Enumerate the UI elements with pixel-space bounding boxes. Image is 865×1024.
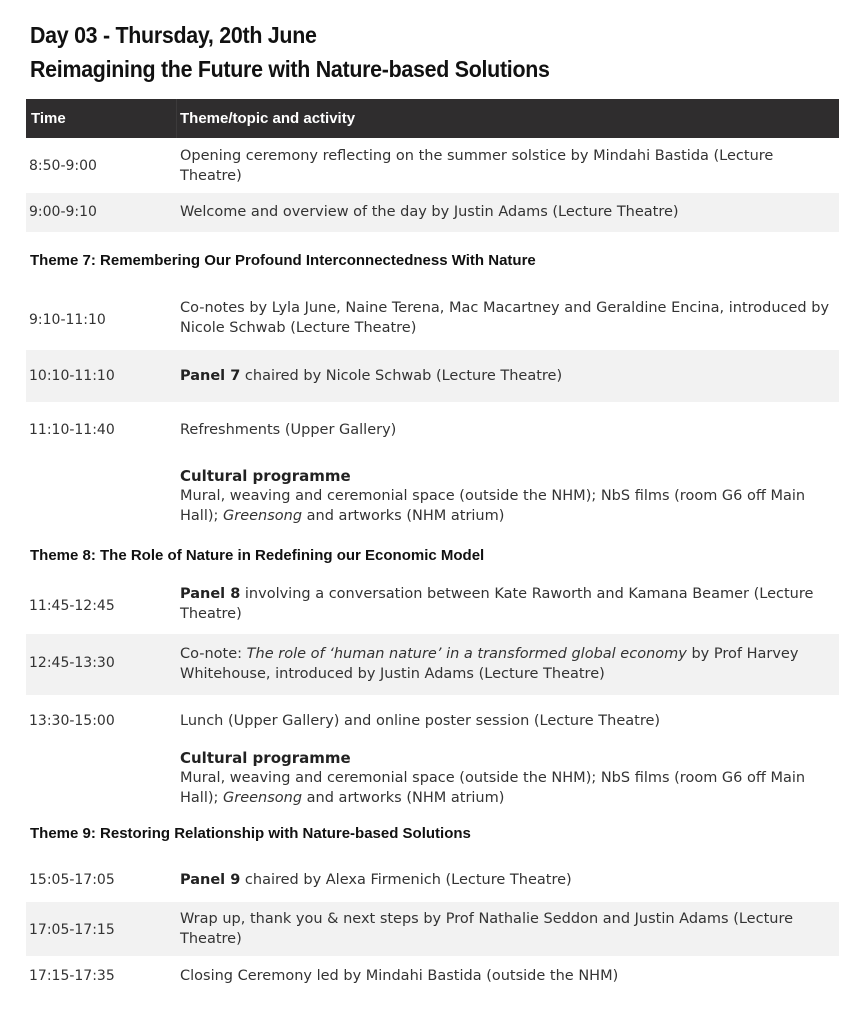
row-activity bbox=[180, 366, 830, 386]
panel-label: Panel 9 bbox=[180, 872, 241, 888]
row-time: 9:10-11:10 bbox=[29, 312, 106, 328]
table-row bbox=[26, 138, 839, 193]
table-header bbox=[26, 99, 839, 138]
theme-heading: Theme 9: Restoring Relationship with Nature-based Solutions bbox=[30, 825, 471, 842]
row-time: 8:50-9:00 bbox=[29, 158, 97, 174]
panel-label: Panel 8 bbox=[180, 586, 241, 602]
row-activity: Refreshments (Upper Gallery) bbox=[180, 422, 397, 438]
cultural-programme-text bbox=[180, 768, 830, 808]
page-title-theme: Reimagining the Future with Nature-based Solutions bbox=[30, 56, 550, 82]
table-row bbox=[26, 956, 839, 996]
table-row bbox=[26, 402, 839, 452]
table-row bbox=[26, 578, 839, 634]
row-time: 11:45-12:45 bbox=[29, 598, 115, 614]
row-activity: Welcome and overview of the day by Justin Adams (Lecture Theatre) bbox=[180, 204, 679, 220]
table-row bbox=[26, 695, 839, 740]
cultural-programme bbox=[180, 466, 830, 526]
cultural-programme-text bbox=[180, 486, 830, 526]
row-time: 10:10-11:10 bbox=[29, 368, 115, 384]
row-activity-text: chaired by Alexa Firmenich (Lecture Theatre) bbox=[240, 872, 572, 888]
cultural-programme-heading: Cultural programme bbox=[180, 467, 351, 485]
row-time: 17:15-17:35 bbox=[29, 968, 115, 984]
table-row bbox=[26, 858, 839, 902]
panel-label: Panel 7 bbox=[180, 368, 241, 384]
table-row bbox=[26, 350, 839, 402]
row-activity: Opening ceremony reflecting on the summer solstice by Mindahi Bastida (Lecture Theatre) bbox=[180, 148, 774, 184]
page-title-day: Day 03 - Thursday, 20th June bbox=[30, 22, 317, 48]
cultural-text-part: and artworks (NHM atrium) bbox=[302, 508, 505, 524]
row-time: 12:45-13:30 bbox=[29, 655, 115, 671]
row-time: 13:30-15:00 bbox=[29, 713, 115, 729]
table-row bbox=[26, 634, 839, 695]
theme-heading: Theme 7: Remembering Our Profound Interconnectedness With Nature bbox=[30, 252, 536, 269]
row-activity bbox=[180, 584, 830, 624]
cultural-programme bbox=[180, 748, 830, 808]
row-activity: Closing Ceremony led by Mindahi Bastida (outside the NHM) bbox=[180, 968, 619, 984]
row-activity-prefix: Co-note: bbox=[180, 646, 247, 662]
cultural-text-part: and artworks (NHM atrium) bbox=[302, 790, 505, 806]
row-activity bbox=[180, 644, 830, 684]
row-activity: Lunch (Upper Gallery) and online poster session (Lecture Theatre) bbox=[180, 713, 661, 729]
conote-title: The role of ‘human nature’ in a transformed global economy bbox=[246, 646, 687, 662]
cultural-programme-heading: Cultural programme bbox=[180, 749, 351, 767]
table-row bbox=[26, 292, 839, 350]
theme-heading: Theme 8: The Role of Nature in Redefining our Economic Model bbox=[30, 547, 485, 564]
row-time: 15:05-17:05 bbox=[29, 872, 115, 888]
cultural-italic-title: Greensong bbox=[223, 790, 303, 806]
cultural-text-part: Mural, weaving and ceremonial space (outside the NHM); NbS films (room G6 off Main Hall); bbox=[180, 488, 806, 524]
cultural-text-part: Mural, weaving and ceremonial space (outside the NHM); NbS films (room G6 off Main Hall); bbox=[180, 770, 806, 806]
row-activity-text: by Prof Harvey Whitehouse, introduced by Justin Adams (Lecture Theatre) bbox=[180, 646, 799, 682]
row-activity-text: involving a conversation between Kate Raworth and Kamana Beamer (Lecture Theatre) bbox=[180, 586, 814, 622]
column-divider bbox=[176, 99, 177, 138]
column-header-activity: Theme/topic and activity bbox=[180, 110, 356, 127]
row-time: 9:00-9:10 bbox=[29, 204, 97, 220]
row-activity: Co-notes by Lyla June, Naine Terena, Mac Macartney and Geraldine Encina, introduced by Nicole Schwab (Lecture Theatre) bbox=[180, 300, 830, 336]
row-activity-text: chaired by Nicole Schwab (Lecture Theatre) bbox=[240, 368, 563, 384]
table-row bbox=[26, 193, 839, 232]
row-activity bbox=[180, 870, 830, 890]
row-time: 17:05-17:15 bbox=[29, 922, 115, 938]
table-row bbox=[26, 902, 839, 956]
row-time: 11:10-11:40 bbox=[29, 422, 115, 438]
row-activity: Wrap up, thank you & next steps by Prof Nathalie Seddon and Justin Adams (Lecture Theatre) bbox=[180, 911, 794, 947]
column-header-time: Time bbox=[31, 110, 66, 127]
cultural-italic-title: Greensong bbox=[223, 508, 303, 524]
